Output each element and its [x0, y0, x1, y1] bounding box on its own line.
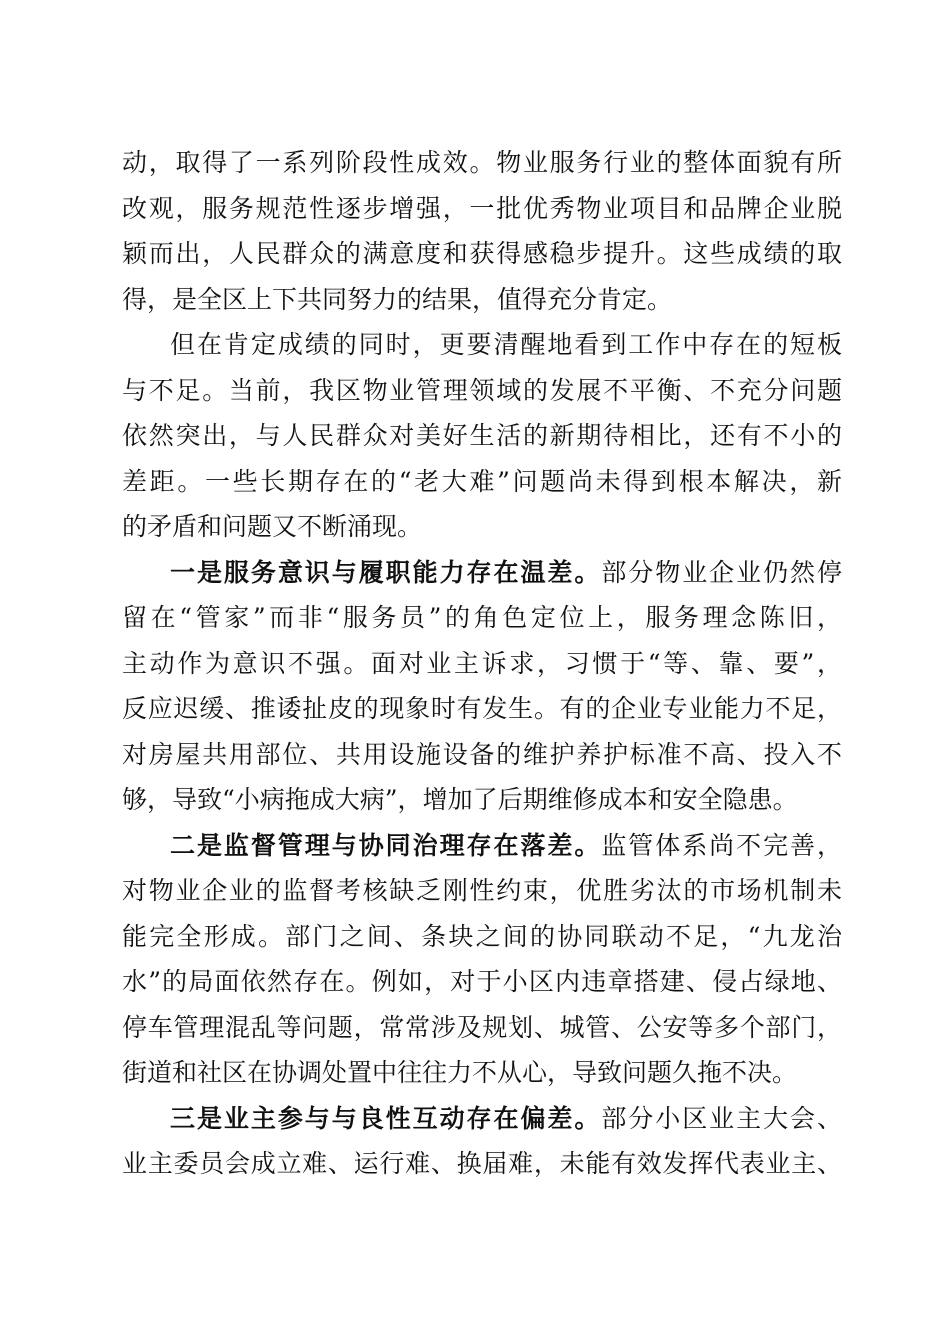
paragraph-1-line-4: 得，是全区上下共同努力的结果，值得充分肯定。: [122, 284, 673, 314]
paragraph-2-line-4: 差距。一些长期存在的“老大难”问题尚未得到根本解决，新: [122, 466, 842, 496]
paragraph-1-line-1: 动，取得了一系列阶段性成效。物业服务行业的整体面貌有所: [122, 148, 842, 177]
paragraph-3-line-1: [122, 550, 842, 596]
paragraph-2-line-2: 与不足。当前，我区物业管理领域的发展不平衡、不充分问题: [122, 375, 842, 405]
paragraph-5-line-1: [122, 1096, 842, 1142]
paragraph-1-line-2: 改观，服务规范性逐步增强，一批优秀物业项目和品牌企业脱: [122, 193, 842, 223]
paragraph-3-lead: 一是服务意识与履职能力存在温差。: [170, 557, 602, 587]
paragraph-5-lead: 三是业主参与与良性互动存在偏差。: [170, 1103, 602, 1133]
paragraph-3-line-1-rest: 部分物业企业仍然停: [601, 557, 842, 587]
paragraph-3-line-6: 够，导致“小病拖成大病”，增加了后期维修成本和安全隐患。: [122, 785, 798, 814]
paragraph-4-line-5: 停车管理混乱等问题，常常涉及规划、城管、公安等多个部门，: [122, 1012, 842, 1042]
paragraph-4-line-3: 能完全形成。部门之间、条块之间的协同联动不足，“九龙治: [122, 921, 842, 951]
paragraph-2-line-5: 的矛盾和问题又不断涌现。: [122, 512, 423, 541]
paragraph-4-line-6: 街道和社区在协调处置中往往力不从心，导致问题久拖不决。: [122, 1058, 798, 1087]
paragraph-3-line-2: 留在“管家”而非“服务员”的角色定位上，服务理念陈旧，: [122, 603, 842, 632]
paragraph-4-line-1: [122, 823, 842, 869]
body-text: [122, 140, 842, 1187]
paragraph-4-line-4: 水”的局面依然存在。例如，对于小区内违章搭建、侵占绿地、: [122, 967, 842, 996]
paragraph-5-line-2: 业主委员会成立难、运行难、换届难，未能有效发挥代表业主、: [122, 1149, 842, 1178]
paragraph-1-line-3: 颖而出，人民群众的满意度和获得感稳步提升。这些成绩的取: [122, 239, 842, 268]
paragraph-3-line-5: 对房屋共用部位、共用设施设备的维护养护标准不高、投入不: [122, 739, 842, 769]
paragraph-2-line-1: 但在肯定成绩的同时，更要清醒地看到工作中存在的短板: [170, 330, 842, 359]
paragraph-5-line-1-rest: 部分小区业主大会、: [601, 1103, 842, 1133]
paragraph-4-line-2: 对物业企业的监督考核缺乏刚性约束，优胜劣汰的市场机制未: [122, 876, 842, 905]
paragraph-3-line-4: 反应迟缓、推诿扯皮的现象时有发生。有的企业专业能力不足，: [122, 694, 842, 723]
paragraph-2-line-3: 依然突出，与人民群众对美好生活的新期待相比，还有不小的: [122, 421, 842, 450]
paragraph-3-line-3: 主动作为意识不强。面对业主诉求，习惯于“等、靠、要”，: [122, 648, 842, 678]
paragraph-4-line-1-rest: 监管体系尚不完善，: [601, 830, 842, 860]
paragraph-4-lead: 二是监督管理与协同治理存在落差。: [170, 830, 602, 860]
